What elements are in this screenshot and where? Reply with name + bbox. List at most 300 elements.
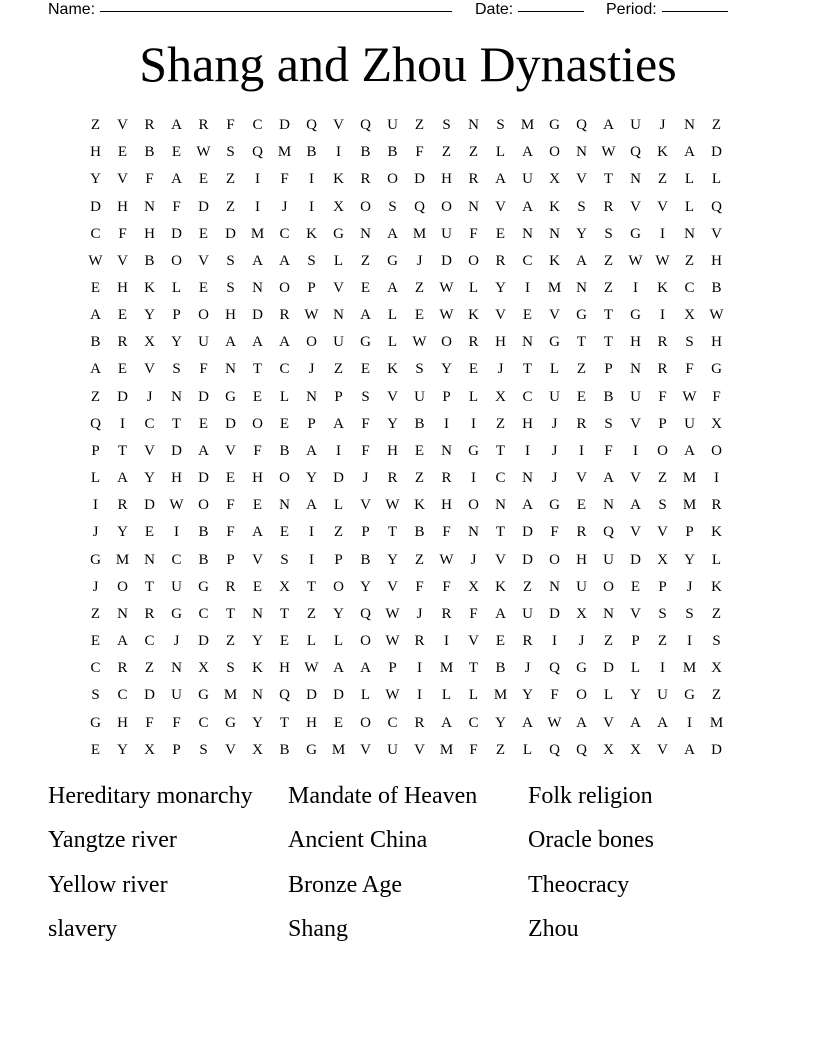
grid-letter[interactable]: G xyxy=(90,714,101,731)
grid-letter[interactable]: D xyxy=(144,497,155,514)
grid-letter[interactable]: H xyxy=(90,144,101,161)
grid-letter[interactable]: Q xyxy=(360,117,371,134)
grid-letter[interactable]: Q xyxy=(414,198,425,215)
grid-letter[interactable]: L xyxy=(360,687,371,704)
grid-letter[interactable]: O xyxy=(279,470,290,487)
grid-letter[interactable]: U xyxy=(630,388,641,405)
grid-letter[interactable]: Z xyxy=(711,117,722,134)
grid-letter[interactable]: Y xyxy=(333,605,344,622)
grid-letter[interactable]: D xyxy=(549,605,560,622)
grid-letter[interactable]: P xyxy=(442,388,451,405)
grid-letter[interactable]: X xyxy=(549,171,560,188)
grid-letter[interactable]: F xyxy=(550,524,559,541)
grid-letter[interactable]: N xyxy=(252,605,263,622)
grid-letter[interactable]: J xyxy=(146,388,153,405)
grid-letter[interactable]: Z xyxy=(441,144,452,161)
grid-letter[interactable]: X xyxy=(684,307,695,324)
grid-letter[interactable]: G xyxy=(387,252,398,269)
grid-letter[interactable]: Z xyxy=(684,252,695,269)
grid-letter[interactable]: H xyxy=(117,714,128,731)
grid-letter[interactable]: M xyxy=(709,714,724,731)
grid-letter[interactable]: I xyxy=(120,415,125,432)
grid-letter[interactable]: V xyxy=(387,578,398,595)
grid-letter[interactable]: Z xyxy=(414,551,425,568)
grid-letter[interactable]: P xyxy=(685,524,694,541)
grid-letter[interactable]: S xyxy=(442,117,451,134)
grid-letter[interactable]: F xyxy=(685,361,694,378)
grid-letter[interactable]: X xyxy=(576,605,587,622)
grid-letter[interactable]: O xyxy=(441,334,452,351)
grid-letter[interactable]: J xyxy=(497,361,504,378)
grid-letter[interactable]: L xyxy=(333,497,344,514)
grid-letter[interactable]: X xyxy=(144,334,155,351)
grid-letter[interactable]: A xyxy=(198,442,209,459)
grid-letter[interactable]: A xyxy=(333,660,344,677)
grid-letter[interactable]: H xyxy=(306,714,317,731)
grid-letter[interactable]: V xyxy=(333,280,344,297)
grid-letter[interactable]: Z xyxy=(225,171,236,188)
grid-letter[interactable]: F xyxy=(226,117,235,134)
grid-letter[interactable]: A xyxy=(387,280,398,297)
grid-letter[interactable]: R xyxy=(657,334,668,351)
grid-letter[interactable]: G xyxy=(576,307,587,324)
grid-letter[interactable]: S xyxy=(226,252,235,269)
grid-letter[interactable]: D xyxy=(306,687,317,704)
grid-letter[interactable]: C xyxy=(684,280,695,297)
grid-letter[interactable]: E xyxy=(252,578,263,595)
grid-letter[interactable]: H xyxy=(576,551,587,568)
grid-letter[interactable]: L xyxy=(333,252,344,269)
grid-letter[interactable]: G xyxy=(468,442,479,459)
grid-letter[interactable]: S xyxy=(226,280,235,297)
grid-letter[interactable]: S xyxy=(361,388,370,405)
grid-letter[interactable]: I xyxy=(309,171,314,188)
grid-letter[interactable]: A xyxy=(522,714,533,731)
grid-letter[interactable]: I xyxy=(309,198,314,215)
grid-letter[interactable]: A xyxy=(252,524,263,541)
grid-letter[interactable]: P xyxy=(307,415,316,432)
grid-letter[interactable]: O xyxy=(468,252,479,269)
grid-letter[interactable]: E xyxy=(576,388,587,405)
grid-letter[interactable]: R xyxy=(603,198,614,215)
grid-letter[interactable]: G xyxy=(684,687,695,704)
grid-letter[interactable]: F xyxy=(145,714,154,731)
grid-letter[interactable]: O xyxy=(333,578,344,595)
grid-letter[interactable]: H xyxy=(711,334,722,351)
grid-letter[interactable]: S xyxy=(199,741,208,758)
grid-letter[interactable]: L xyxy=(468,687,479,704)
grid-letter[interactable]: G xyxy=(90,551,101,568)
grid-letter[interactable]: H xyxy=(117,280,128,297)
grid-letter[interactable]: I xyxy=(471,470,476,487)
grid-letter[interactable]: F xyxy=(712,388,721,405)
grid-letter[interactable]: E xyxy=(414,442,425,459)
grid-letter[interactable]: F xyxy=(469,225,478,242)
grid-letter[interactable]: K xyxy=(495,578,506,595)
grid-letter[interactable]: R xyxy=(144,117,155,134)
grid-letter[interactable]: F xyxy=(226,524,235,541)
grid-letter[interactable]: H xyxy=(279,660,290,677)
grid-letter[interactable]: W xyxy=(628,252,643,269)
grid-letter[interactable]: V xyxy=(630,605,641,622)
grid-letter[interactable]: I xyxy=(255,171,260,188)
grid-letter[interactable]: V xyxy=(225,741,236,758)
grid-letter[interactable]: I xyxy=(552,633,557,650)
grid-letter[interactable]: A xyxy=(522,198,533,215)
grid-letter[interactable]: V xyxy=(252,551,263,568)
grid-letter[interactable]: W xyxy=(385,497,400,514)
grid-letter[interactable]: I xyxy=(417,687,422,704)
grid-letter[interactable]: D xyxy=(333,687,344,704)
grid-letter[interactable]: K xyxy=(333,171,344,188)
grid-letter[interactable]: C xyxy=(144,415,155,432)
grid-letter[interactable]: P xyxy=(658,578,667,595)
grid-letter[interactable]: E xyxy=(495,633,506,650)
grid-letter[interactable]: I xyxy=(309,524,314,541)
grid-letter[interactable]: Q xyxy=(576,117,587,134)
grid-letter[interactable]: Y xyxy=(495,280,506,297)
grid-letter[interactable]: F xyxy=(415,578,424,595)
grid-letter[interactable]: P xyxy=(388,660,397,677)
grid-letter[interactable]: O xyxy=(360,633,371,650)
grid-letter[interactable]: J xyxy=(416,252,423,269)
grid-letter[interactable]: B xyxy=(198,524,209,541)
grid-letter[interactable]: Y xyxy=(144,470,155,487)
grid-letter[interactable]: I xyxy=(660,660,665,677)
grid-letter[interactable]: Z xyxy=(225,633,236,650)
grid-letter[interactable]: A xyxy=(387,225,398,242)
grid-letter[interactable]: Y xyxy=(90,171,101,188)
grid-letter[interactable]: Z xyxy=(144,660,155,677)
grid-letter[interactable]: Z xyxy=(414,117,425,134)
grid-letter[interactable]: A xyxy=(630,497,641,514)
grid-letter[interactable]: R xyxy=(414,633,425,650)
grid-letter[interactable]: F xyxy=(226,497,235,514)
grid-letter[interactable]: A xyxy=(171,171,182,188)
grid-letter[interactable]: D xyxy=(414,171,425,188)
grid-letter[interactable]: S xyxy=(604,415,613,432)
grid-letter[interactable]: O xyxy=(549,144,560,161)
grid-letter[interactable]: J xyxy=(308,361,315,378)
grid-letter[interactable]: L xyxy=(90,470,101,487)
grid-letter[interactable]: B xyxy=(495,660,506,677)
grid-letter[interactable]: U xyxy=(414,388,425,405)
grid-letter[interactable]: N xyxy=(117,605,128,622)
grid-letter[interactable]: I xyxy=(633,442,638,459)
grid-letter[interactable]: B xyxy=(414,415,425,432)
grid-letter[interactable]: E xyxy=(360,361,371,378)
grid-letter[interactable]: Y xyxy=(387,415,398,432)
grid-letter[interactable]: E xyxy=(333,714,344,731)
grid-letter[interactable]: I xyxy=(525,280,530,297)
grid-letter[interactable]: K xyxy=(387,361,398,378)
grid-letter[interactable]: Q xyxy=(360,605,371,622)
grid-letter[interactable]: R xyxy=(576,524,587,541)
grid-letter[interactable]: N xyxy=(549,225,560,242)
grid-letter[interactable]: F xyxy=(361,415,370,432)
grid-letter[interactable]: J xyxy=(551,470,558,487)
grid-letter[interactable]: U xyxy=(549,388,560,405)
grid-letter[interactable]: E xyxy=(225,470,236,487)
grid-letter[interactable]: D xyxy=(522,551,533,568)
grid-letter[interactable]: Y xyxy=(387,551,398,568)
grid-letter[interactable]: D xyxy=(225,415,236,432)
grid-letter[interactable]: G xyxy=(225,388,236,405)
grid-letter[interactable]: A xyxy=(279,334,290,351)
grid-letter[interactable]: A xyxy=(603,117,614,134)
grid-letter[interactable]: X xyxy=(711,415,722,432)
grid-letter[interactable]: T xyxy=(387,524,398,541)
grid-letter[interactable]: A xyxy=(576,714,587,731)
grid-letter[interactable]: N xyxy=(144,551,155,568)
grid-letter[interactable]: M xyxy=(520,117,535,134)
grid-letter[interactable]: D xyxy=(711,741,722,758)
grid-letter[interactable]: T xyxy=(144,578,155,595)
grid-letter[interactable]: A xyxy=(495,605,506,622)
grid-letter[interactable]: W xyxy=(439,307,454,324)
grid-letter[interactable]: I xyxy=(417,660,422,677)
grid-letter[interactable]: G xyxy=(549,497,560,514)
grid-letter[interactable]: S xyxy=(226,144,235,161)
grid-letter[interactable]: S xyxy=(415,361,424,378)
grid-letter[interactable]: O xyxy=(576,687,587,704)
grid-letter[interactable]: D xyxy=(630,551,641,568)
grid-letter[interactable]: R xyxy=(468,334,479,351)
grid-letter[interactable]: A xyxy=(360,660,371,677)
grid-letter[interactable]: V xyxy=(414,741,425,758)
grid-letter[interactable]: E xyxy=(468,361,479,378)
grid-letter[interactable]: V xyxy=(630,415,641,432)
grid-letter[interactable]: H xyxy=(522,415,533,432)
grid-letter[interactable]: O xyxy=(279,280,290,297)
grid-letter[interactable]: E xyxy=(117,307,128,324)
grid-letter[interactable]: D xyxy=(198,388,209,405)
grid-letter[interactable]: N xyxy=(495,497,506,514)
grid-letter[interactable]: C xyxy=(171,551,182,568)
grid-letter[interactable]: Y xyxy=(171,334,182,351)
grid-letter[interactable]: N xyxy=(468,117,479,134)
grid-letter[interactable]: V xyxy=(495,307,506,324)
grid-letter[interactable]: C xyxy=(198,714,209,731)
grid-letter[interactable]: I xyxy=(687,714,692,731)
grid-letter[interactable]: H xyxy=(117,198,128,215)
grid-letter[interactable]: E xyxy=(198,225,209,242)
grid-letter[interactable]: S xyxy=(712,633,721,650)
grid-letter[interactable]: A xyxy=(90,307,101,324)
grid-letter[interactable]: G xyxy=(198,687,209,704)
grid-letter[interactable]: L xyxy=(711,551,722,568)
grid-letter[interactable]: D xyxy=(171,225,182,242)
grid-letter[interactable]: B xyxy=(144,252,155,269)
grid-letter[interactable]: G xyxy=(333,225,344,242)
grid-letter[interactable]: N xyxy=(306,388,317,405)
grid-letter[interactable]: J xyxy=(551,442,558,459)
grid-letter[interactable]: N xyxy=(603,497,614,514)
grid-letter[interactable]: O xyxy=(117,578,128,595)
grid-letter[interactable]: P xyxy=(334,551,343,568)
grid-letter[interactable]: K xyxy=(414,497,425,514)
grid-letter[interactable]: S xyxy=(307,252,316,269)
grid-letter[interactable]: Q xyxy=(90,415,101,432)
grid-letter[interactable]: H xyxy=(387,442,398,459)
grid-letter[interactable]: S xyxy=(280,551,289,568)
grid-letter[interactable]: U xyxy=(387,741,398,758)
grid-letter[interactable]: H xyxy=(630,334,641,351)
grid-letter[interactable]: M xyxy=(682,497,697,514)
grid-letter[interactable]: D xyxy=(711,144,722,161)
grid-letter[interactable]: C xyxy=(252,117,263,134)
grid-letter[interactable]: F xyxy=(604,442,613,459)
grid-letter[interactable]: F xyxy=(469,741,478,758)
grid-letter[interactable]: S xyxy=(604,225,613,242)
grid-letter[interactable]: U xyxy=(171,578,182,595)
grid-letter[interactable]: V xyxy=(576,470,587,487)
grid-letter[interactable]: I xyxy=(93,497,98,514)
grid-letter[interactable]: C xyxy=(117,687,128,704)
grid-letter[interactable]: T xyxy=(306,578,317,595)
grid-letter[interactable]: A xyxy=(657,714,668,731)
grid-letter[interactable]: C xyxy=(522,252,533,269)
grid-letter[interactable]: E xyxy=(360,280,371,297)
grid-letter[interactable]: Z xyxy=(657,470,668,487)
grid-letter[interactable]: L xyxy=(711,171,722,188)
grid-letter[interactable]: M xyxy=(412,225,427,242)
grid-letter[interactable]: Z xyxy=(333,361,344,378)
grid-letter[interactable]: W xyxy=(547,714,562,731)
grid-letter[interactable]: I xyxy=(255,198,260,215)
grid-letter[interactable]: V xyxy=(144,361,155,378)
grid-letter[interactable]: W xyxy=(385,687,400,704)
grid-letter[interactable]: G xyxy=(630,307,641,324)
grid-letter[interactable]: A xyxy=(522,497,533,514)
grid-letter[interactable]: P xyxy=(172,741,181,758)
date-blank-line[interactable] xyxy=(518,0,584,12)
grid-letter[interactable]: O xyxy=(306,334,317,351)
grid-letter[interactable]: V xyxy=(198,252,209,269)
grid-letter[interactable]: W xyxy=(385,633,400,650)
grid-letter[interactable]: O xyxy=(711,442,722,459)
grid-letter[interactable]: O xyxy=(198,497,209,514)
grid-letter[interactable]: J xyxy=(578,633,585,650)
grid-letter[interactable]: K xyxy=(144,280,155,297)
grid-letter[interactable]: B xyxy=(603,388,614,405)
grid-letter[interactable]: N xyxy=(684,225,695,242)
grid-letter[interactable]: I xyxy=(336,442,341,459)
grid-letter[interactable]: T xyxy=(576,334,587,351)
grid-letter[interactable]: R xyxy=(360,171,371,188)
grid-letter[interactable]: X xyxy=(603,741,614,758)
grid-letter[interactable]: Z xyxy=(414,470,425,487)
grid-letter[interactable]: X xyxy=(279,578,290,595)
grid-letter[interactable]: A xyxy=(684,741,695,758)
grid-letter[interactable]: R xyxy=(387,470,398,487)
grid-letter[interactable]: E xyxy=(279,633,290,650)
grid-letter[interactable]: T xyxy=(495,442,506,459)
grid-letter[interactable]: N xyxy=(279,497,290,514)
grid-letter[interactable]: H xyxy=(441,171,452,188)
grid-letter[interactable]: V xyxy=(117,117,128,134)
grid-letter[interactable]: L xyxy=(684,171,695,188)
grid-letter[interactable]: F xyxy=(361,442,370,459)
grid-letter[interactable]: O xyxy=(468,497,479,514)
grid-letter[interactable]: E xyxy=(117,361,128,378)
grid-letter[interactable]: U xyxy=(441,225,452,242)
grid-letter[interactable]: T xyxy=(171,415,182,432)
grid-letter[interactable]: J xyxy=(173,633,180,650)
grid-letter[interactable]: E xyxy=(279,415,290,432)
grid-letter[interactable]: C xyxy=(144,633,155,650)
grid-letter[interactable]: F xyxy=(118,225,127,242)
grid-letter[interactable]: V xyxy=(333,117,344,134)
grid-letter[interactable]: C xyxy=(387,714,398,731)
grid-letter[interactable]: I xyxy=(174,524,179,541)
grid-letter[interactable]: V xyxy=(468,633,479,650)
grid-letter[interactable]: L xyxy=(387,334,398,351)
grid-letter[interactable]: U xyxy=(522,171,533,188)
grid-letter[interactable]: O xyxy=(441,198,452,215)
grid-letter[interactable]: V xyxy=(630,470,641,487)
grid-letter[interactable]: E xyxy=(414,307,425,324)
grid-letter[interactable]: V xyxy=(630,198,641,215)
grid-letter[interactable]: A xyxy=(360,307,371,324)
grid-letter[interactable]: P xyxy=(226,551,235,568)
grid-letter[interactable]: Z xyxy=(657,633,668,650)
grid-letter[interactable]: R xyxy=(522,633,533,650)
grid-letter[interactable]: A xyxy=(441,714,452,731)
grid-letter[interactable]: V xyxy=(495,551,506,568)
grid-letter[interactable]: R xyxy=(279,307,290,324)
grid-letter[interactable]: Q xyxy=(603,524,614,541)
grid-letter[interactable]: V xyxy=(657,198,668,215)
grid-letter[interactable]: V xyxy=(360,497,371,514)
grid-letter[interactable]: J xyxy=(416,605,423,622)
grid-letter[interactable]: F xyxy=(469,605,478,622)
grid-letter[interactable]: U xyxy=(522,605,533,622)
grid-letter[interactable]: K xyxy=(711,578,722,595)
grid-letter[interactable]: N xyxy=(576,280,587,297)
grid-letter[interactable]: I xyxy=(660,307,665,324)
grid-letter[interactable]: H xyxy=(252,470,263,487)
grid-letter[interactable]: R xyxy=(225,578,236,595)
grid-letter[interactable]: V xyxy=(657,741,668,758)
grid-letter[interactable]: T xyxy=(468,660,479,677)
grid-letter[interactable]: D xyxy=(333,470,344,487)
grid-letter[interactable]: D xyxy=(117,388,128,405)
grid-letter[interactable]: B xyxy=(360,551,371,568)
grid-letter[interactable]: S xyxy=(685,334,694,351)
grid-letter[interactable]: Z xyxy=(657,171,668,188)
grid-letter[interactable]: K xyxy=(252,660,263,677)
grid-letter[interactable]: H xyxy=(144,225,155,242)
grid-letter[interactable]: V xyxy=(360,741,371,758)
grid-letter[interactable]: L xyxy=(441,687,452,704)
grid-letter[interactable]: L xyxy=(387,307,398,324)
grid-letter[interactable]: Q xyxy=(711,198,722,215)
grid-letter[interactable]: A xyxy=(306,442,317,459)
grid-letter[interactable]: Y xyxy=(252,714,263,731)
grid-letter[interactable]: O xyxy=(198,307,209,324)
grid-letter[interactable]: N xyxy=(522,225,533,242)
grid-letter[interactable]: Z xyxy=(495,415,506,432)
grid-letter[interactable]: S xyxy=(685,605,694,622)
grid-letter[interactable]: U xyxy=(387,117,398,134)
grid-letter[interactable]: L xyxy=(549,361,560,378)
grid-letter[interactable]: X xyxy=(333,198,344,215)
grid-letter[interactable]: A xyxy=(117,633,128,650)
grid-letter[interactable]: N xyxy=(522,334,533,351)
grid-letter[interactable]: Z xyxy=(711,687,722,704)
grid-letter[interactable]: M xyxy=(115,551,130,568)
